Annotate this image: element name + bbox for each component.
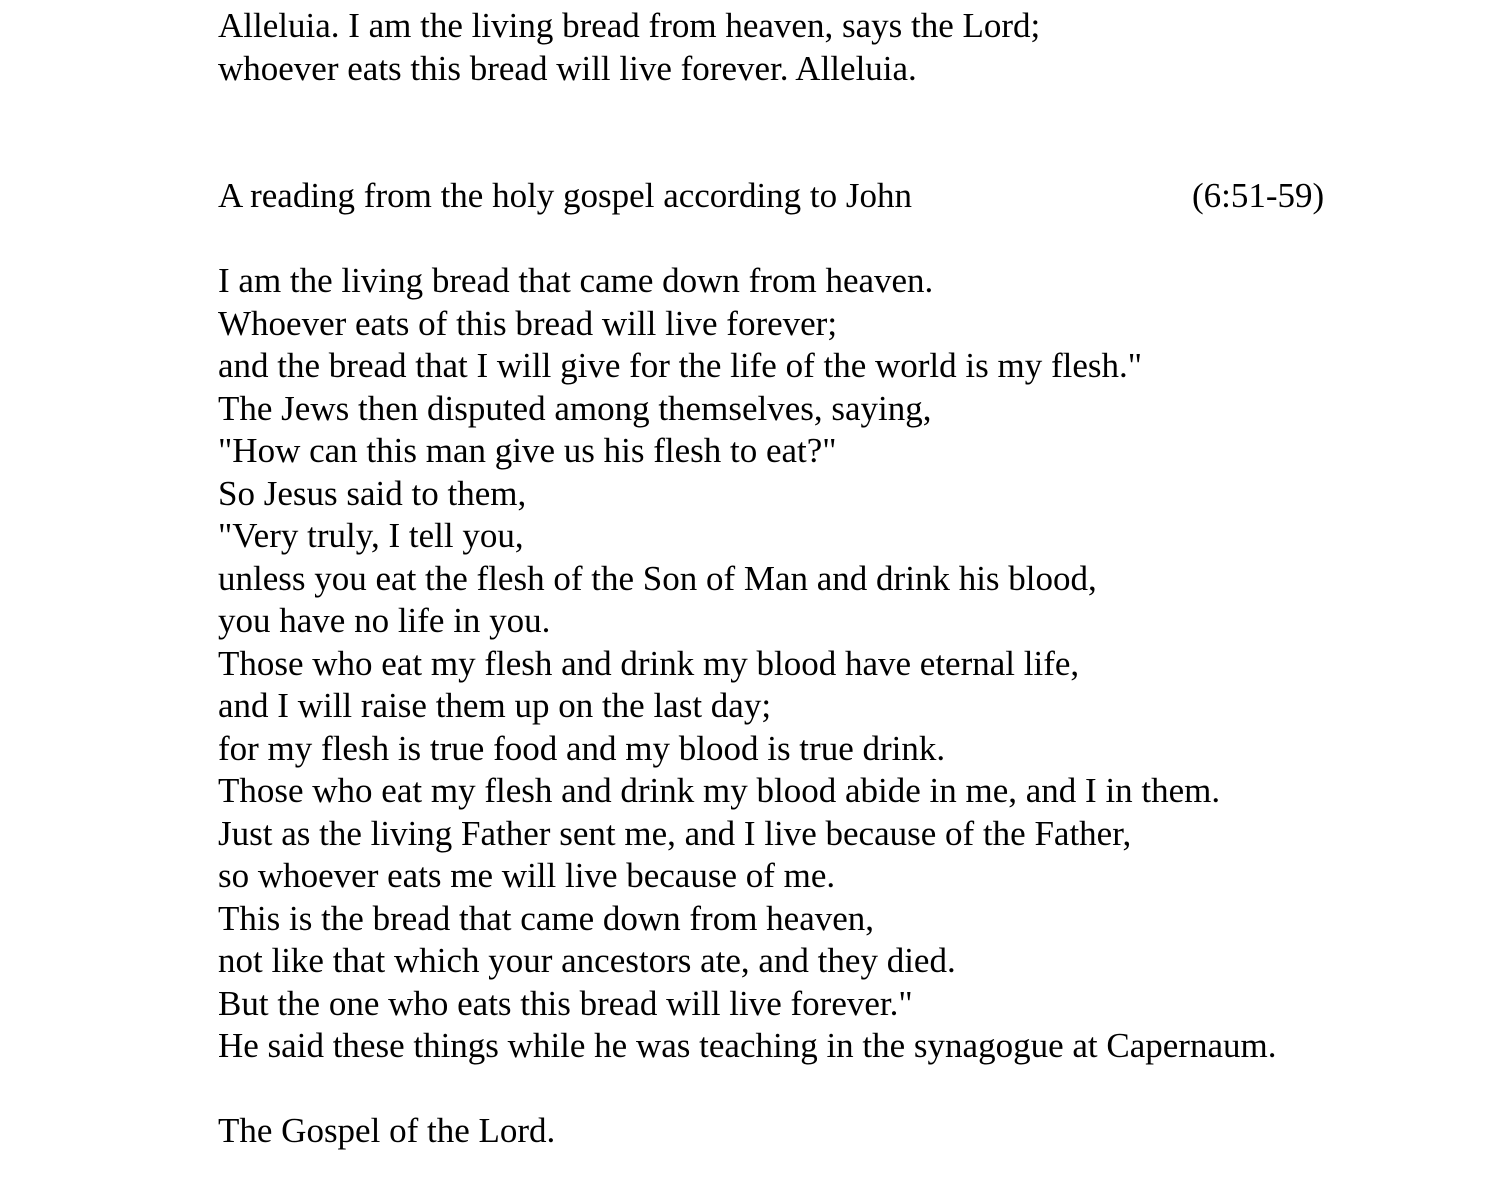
reading-line: you have no life in you. xyxy=(218,601,551,640)
reading-line: for my flesh is true food and my blood is true drink. xyxy=(218,728,946,768)
reading-line: not like that which your ancestors ate, and they died. xyxy=(218,941,956,980)
reading-line: and the bread that I will give for the life of the world is my flesh." xyxy=(218,346,1143,385)
acclamation-line: whoever eats this bread will live forever. Alleluia. xyxy=(218,49,917,88)
reading-line: so whoever eats me will live because of me. xyxy=(218,856,836,895)
reading-line: "Very truly, I tell you, xyxy=(218,516,524,555)
scripture-reference: (6:51-59) xyxy=(1192,176,1325,215)
reading-line: So Jesus said to them, xyxy=(218,473,527,513)
reading-line: This is the bread that came down from heaven, xyxy=(218,898,875,938)
reading-line: Whoever eats of this bread will live forever; xyxy=(218,303,838,343)
reading-line: and I will raise them up on the last day; xyxy=(218,686,772,725)
reading-line: Those who eat my flesh and drink my blood have eternal life, xyxy=(218,643,1080,683)
reading-line: Those who eat my flesh and drink my blood abide in me, and I in them. xyxy=(218,771,1221,810)
reading-line: He said these things while he was teaching in the synagogue at Capernaum. xyxy=(218,1026,1277,1065)
reading-line: I am the living bread that came down from heaven. xyxy=(218,261,934,300)
reading-heading: A reading from the holy gospel according to John xyxy=(218,176,913,215)
reading-closing: The Gospel of the Lord. xyxy=(218,1111,556,1150)
acclamation-line: Alleluia. I am the living bread from heaven, says the Lord; xyxy=(218,6,1041,45)
reading-line: "How can this man give us his flesh to eat?" xyxy=(218,431,837,470)
reading-line: Just as the living Father sent me, and I live because of the Father, xyxy=(218,813,1132,853)
reading-line: The Jews then disputed among themselves, saying, xyxy=(218,388,932,428)
reading-line: unless you eat the flesh of the Son of Man and drink his blood, xyxy=(218,558,1097,598)
reading-line: But the one who eats this bread will live forever." xyxy=(218,983,913,1023)
